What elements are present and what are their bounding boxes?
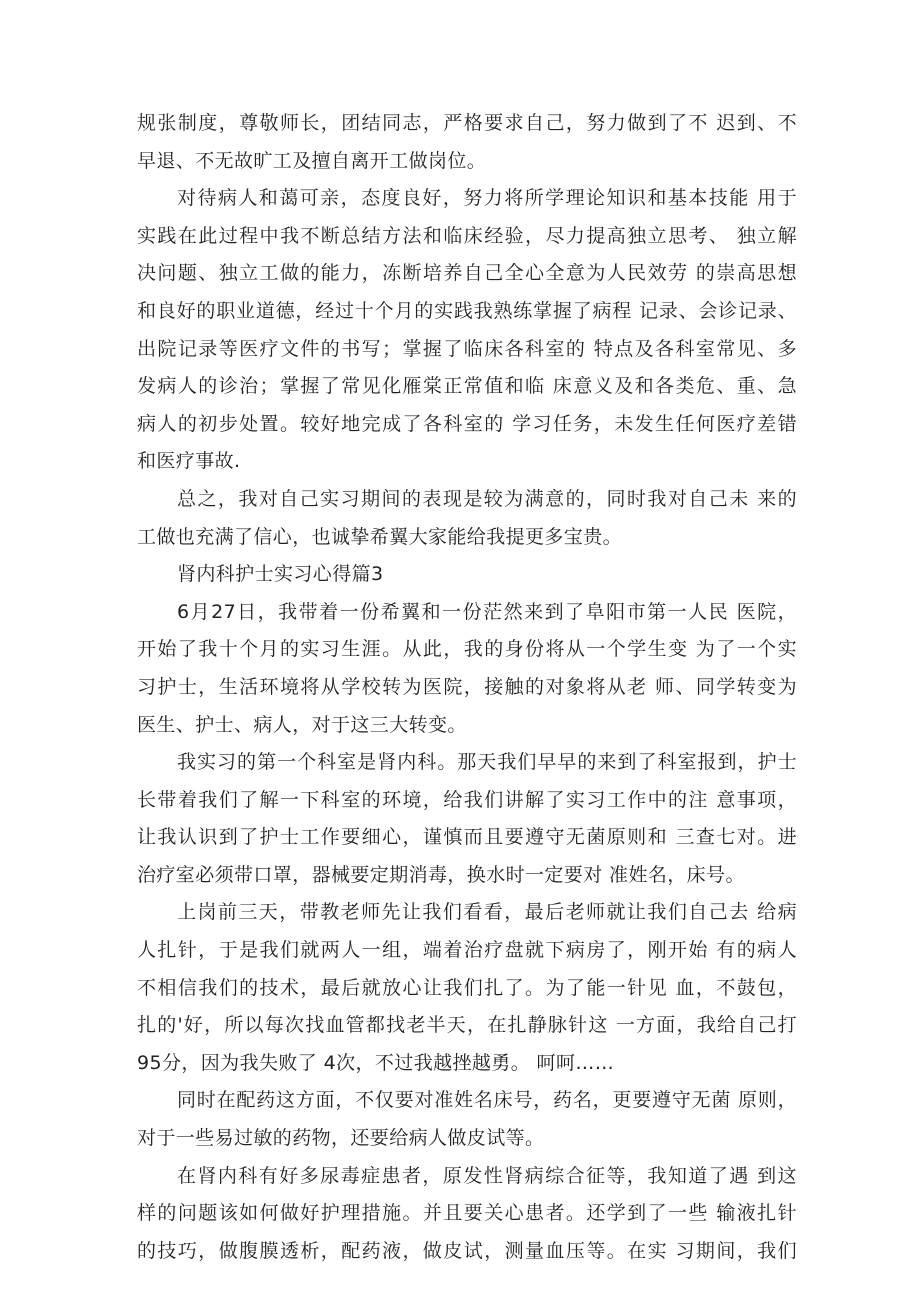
text-line: 样的问题该如何做好护理措施。并且要关心患者。还学到了一些 输液扎针 (137, 1202, 797, 1225)
text-line: 不相信我们的技术，最后就放心让我们扎了。为了能一针见 血，不鼓包， (137, 976, 797, 999)
text-line: 和良好的职业道德，经过十个月的实践我熟练掌握了病程 记录、会诊记录、 (137, 299, 797, 322)
paragraph-first-line: 在肾内科有好多尿毒症患者，原发性肾病综合征等，我知道了遇 到这 (177, 1164, 797, 1187)
text-line: 长带着我们了解一下科室的环境，给我们讲解了实习工作中的注 意事项， (137, 788, 797, 811)
text-line: 病人的初步处置。较好地完成了各科室的 学习任务，未发生任何医疗差错 (137, 412, 797, 435)
text-line: 95分，因为我失败了 4次，不过我越挫越勇。 呵呵…… (137, 1051, 615, 1074)
text-line: 出院记录等医疗文件的书写；掌握了临床各科室的 特点及各科室常见、多 (137, 337, 797, 360)
text-line: 决问题、独立工做的能力，冻断培养自己全心全意为人民效劳 的崇高思想 (137, 262, 797, 285)
text-line: 对于一些易过敏的药物，还要给病人做皮试等。 (137, 1127, 545, 1150)
text-line: 扎的'好，所以每次找血管都找老半天，在扎静脉针这 一方面，我给自己打 (137, 1014, 797, 1037)
paragraph-first-line: 上岗前三天，带教老师先让我们看看，最后老师就让我们自己去 给病 (177, 901, 797, 924)
paragraph-first-line: 6月27日，我带着一份希翼和一份茫然来到了阜阳市第一人民 医院， (177, 600, 797, 623)
text-line: 工做也充满了信心，也诚挚希翼大家能给我提更多宝贵。 (137, 525, 623, 548)
text-line: 和医疗事故. (137, 450, 241, 473)
paragraph-first-line: 对待病人和蔼可亲，态度良好，努力将所学理论知识和基本技能 用于 (177, 187, 797, 210)
text-line: 开始了我十个月的实习生涯。从此，我的身份将从一个学生变 为了一个实 (137, 638, 797, 661)
text-line: 让我认识到了护士工作要细心，谨慎而且要遵守无菌原则和 三查七对。进 (137, 826, 797, 849)
text-line: 发病人的诊治；掌握了常见化雁棠正常值和临 床意义及和各类危、重、急 (137, 375, 797, 398)
text-line: 早退、不无故旷工及擅自离开工做岗位。 (137, 149, 487, 172)
text-line: 的技巧，做腹膜透析，配药液，做皮试，测量血压等。在实 习期间，我们 (137, 1239, 797, 1262)
paragraph-first-line: 同时在配药这方面，不仅要对准姓名床号，药名，更要遵守无菌 原则， (177, 1089, 797, 1112)
text-line: 治疗室必须带口罩，器械要定期消毒，换水时一定要对 准姓名，床号。 (137, 863, 745, 886)
text-line: 人扎针，于是我们就两人一组，端着治疗盘就下病房了，刚开始 有的病人 (137, 939, 797, 962)
paragraph-first-line: 总之，我对自己实习期间的表现是较为满意的，同时我对自己未 来的 (177, 487, 797, 510)
document-body (137, 105, 797, 1270)
section-heading: 肾内科护士实习心得篇3 (177, 563, 384, 586)
text-line: 实践在此过程中我不断总结方法和临床经验，尽力提高独立思考、 独立解 (137, 224, 797, 247)
text-line: 习护士，生活环境将从学校转为医院，接触的对象将从老 师、同学转变为 (137, 675, 797, 698)
text-line: 医生、护士、病人，对于这三大转变。 (137, 713, 467, 736)
paragraph-first-line: 我实习的第一个科室是肾内科。那天我们早早的来到了科室报到，护士 (177, 751, 797, 774)
text-line: 规张制度，尊敬师长，团结同志，严格要求自己，努力做到了不 迟到、不 (137, 112, 797, 134)
